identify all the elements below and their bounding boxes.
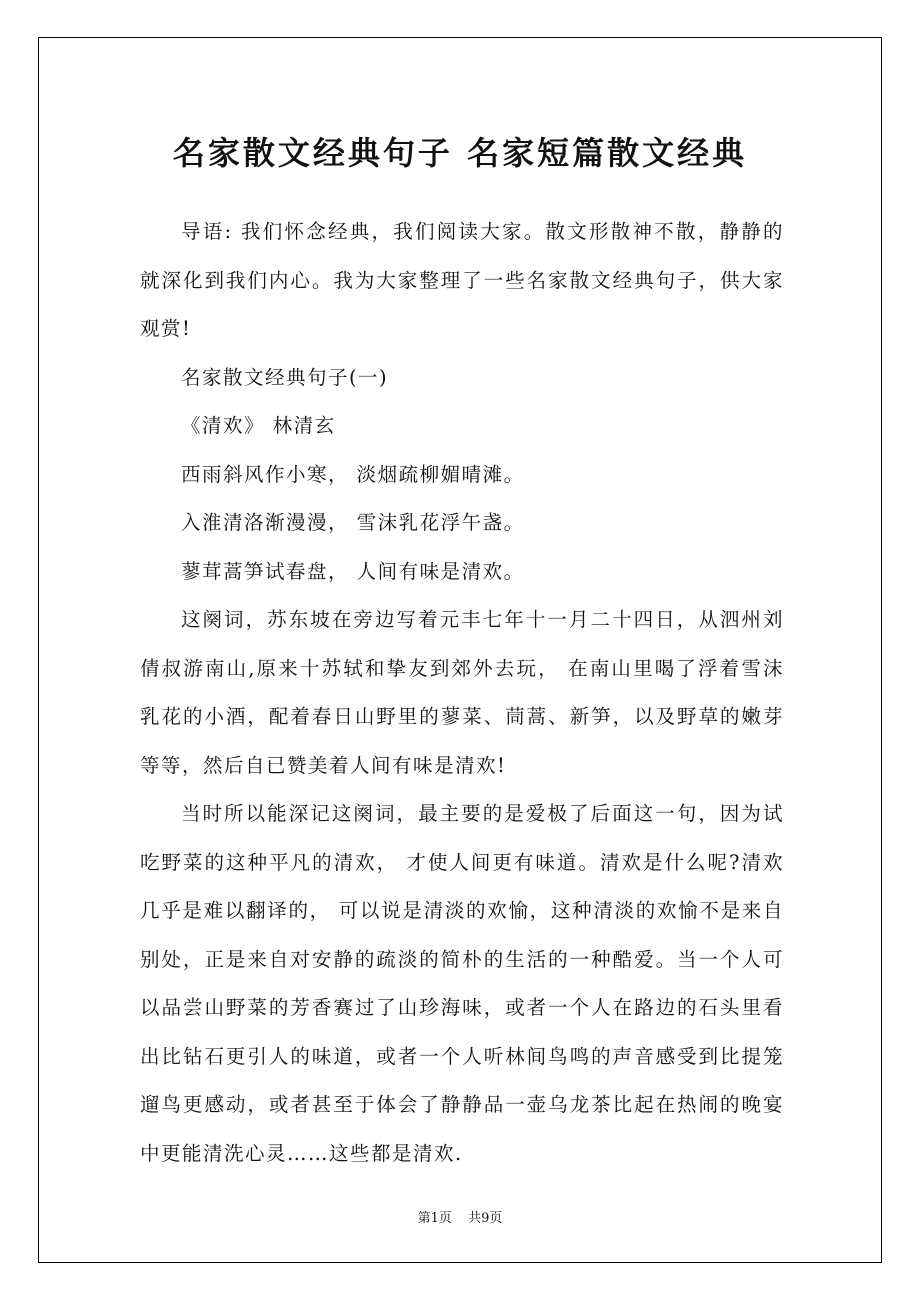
paragraph-poem-title: 《清欢》 林清玄: [180, 414, 336, 437]
page-number: 第1页: [417, 1211, 452, 1226]
document-body: [140, 208, 784, 1178]
paragraph-poem-line-1: 西雨斜风作小寒， 淡烟疏柳媚晴滩。: [180, 462, 525, 486]
paragraph-section-heading: 名家散文经典句子(一): [180, 365, 389, 389]
document-title: 名家散文经典句子 名家短篇散文经典: [172, 134, 748, 172]
paragraph-poem-line-2: 入淮清洛渐漫漫， 雪沫乳花浮午盏。: [180, 511, 525, 534]
page-footer: [0, 1207, 920, 1226]
paragraph-intro: 导语: 我们怀念经典，我们阅读大家。散文形散神不散，静静的就深化到我们内心。我为大家整理了一些名家散文经典句子，供大家观赏!: [140, 220, 784, 340]
paragraph-body-1: 这阕词，苏东坡在旁边写着元丰七年十一月二十四日，从泗州刘倩叔游南山,原来十苏轼和挚友到郊外去玩， 在南山里喝了浮着雪沫乳花的小酒，配着春日山野里的蓼菜、茼蒿、新笋，以及野草的嫩芽等等，然后自已赞美着人间有味是清欢!: [140, 608, 784, 777]
paragraph-body-2: 当时所以能深记这阕词，最主要的是爱极了后面这一句，因为试吃野菜的这种平凡的清欢， 才使人间更有味道。清欢是什么呢?清欢几乎是难以翻译的， 可以说是清淡的欢愉，这种清淡的欢愉不是来自别处，正是来自对安静的疏淡的简朴的生活的一种酷爱。当一个人可以品尝山野菜的芳香赛过了山珍海味，或者一个人在路边的石头里看出比钻石更引人的味道，或者一个人听林间鸟鸣的声音感受到比提笼遛鸟更感动，或者甚至于体会了静静品一壶乌龙茶比起在热闹的晚宴中更能清洗心灵……这些都是清欢.: [140, 802, 784, 1165]
page-total: 共9页: [468, 1211, 503, 1226]
paragraph-poem-line-3: 蓼茸蒿笋试春盘， 人间有味是清欢。: [180, 559, 525, 583]
